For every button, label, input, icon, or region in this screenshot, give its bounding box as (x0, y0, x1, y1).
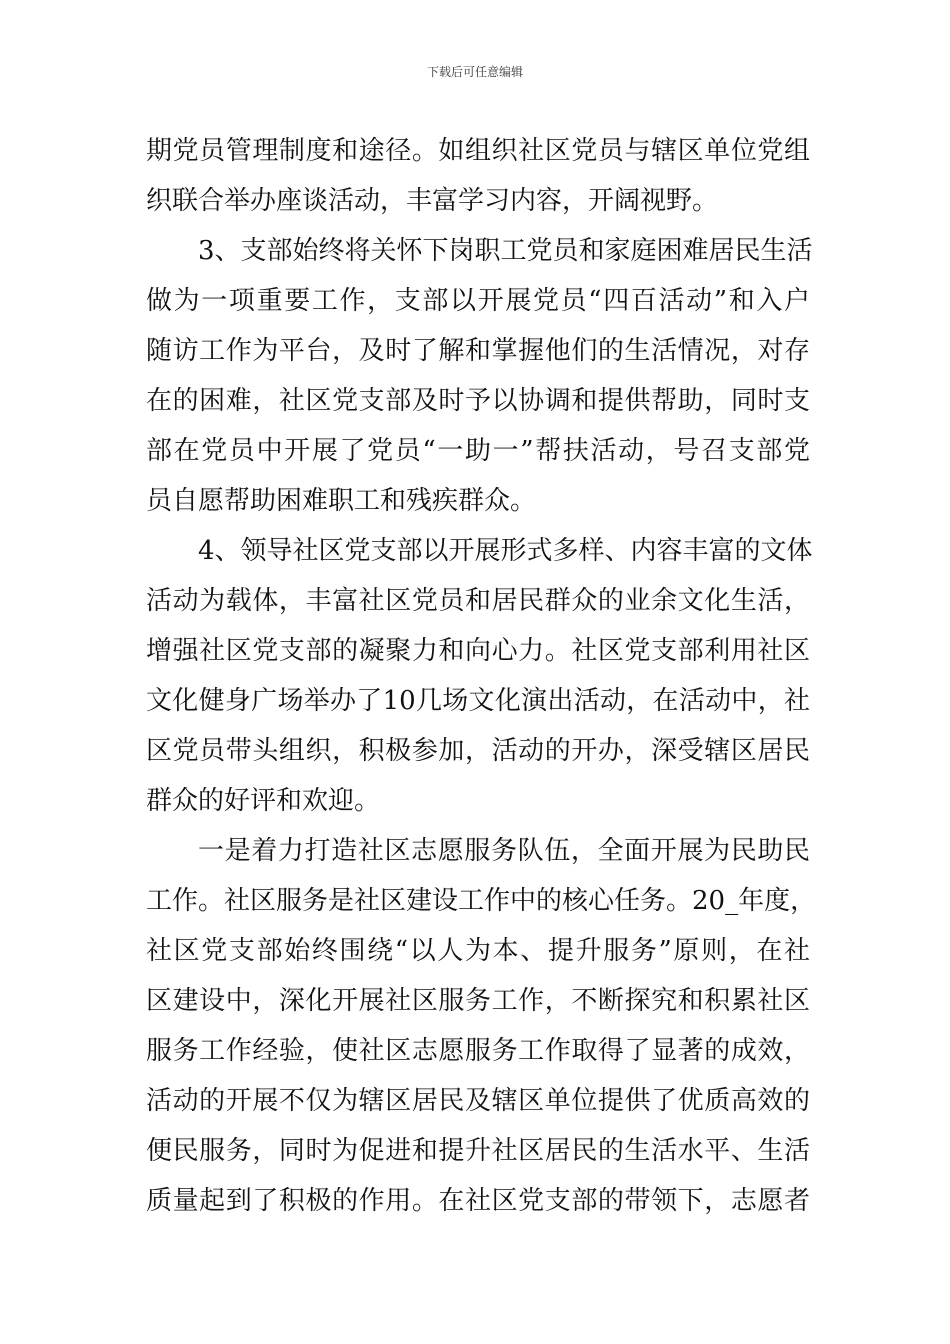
text-line: 4、领导社区党支部以开展形式多样、内容丰富的文体 (198, 536, 813, 566)
document-body (146, 126, 817, 1226)
text-line: 活动的开展不仅为辖区居民及辖区单位提供了优质高效的 (146, 1086, 810, 1116)
text-line: 员自愿帮助困难职工和残疾群众。 (146, 486, 537, 516)
text-line: 工作。社区服务是社区建设工作中的核心任务。20_年度， (146, 886, 817, 916)
page-header: 下载后可任意编辑 (426, 65, 523, 79)
text-line: 活动为载体，丰富社区党员和居民群众的业余文化生活， (146, 586, 810, 616)
text-line: 区建设中，深化开展社区服务工作，不断探究和积累社区 (146, 986, 810, 1016)
text-line: 增强社区党支部的凝聚力和向心力。社区党支部利用社区 (146, 636, 810, 666)
text-line: 区党员带头组织，积极参加，活动的开办，深受辖区居民 (146, 736, 810, 766)
text-line: 服务工作经验，使社区志愿服务工作取得了显著的成效， (146, 1036, 810, 1066)
text-line: 便民服务，同时为促进和提升社区居民的生活水平、生活 (146, 1136, 810, 1166)
text-line: 做为一项重要工作，支部以开展党员“四百活动”和入户 (146, 286, 810, 316)
text-line: 一是着力打造社区志愿服务队伍，全面开展为民助民 (198, 836, 810, 866)
text-line: 群众的好评和欢迎。 (146, 786, 381, 816)
text-line: 织联合举办座谈活动，丰富学习内容，开阔视野。 (146, 186, 719, 216)
text-line: 3、支部始终将关怀下岗职工党员和家庭困难居民生活 (198, 236, 813, 266)
text-line: 质量起到了积极的作用。在社区党支部的带领下，志愿者 (146, 1186, 810, 1216)
text-line: 社区党支部始终围绕“以人为本、提升服务”原则，在社 (146, 936, 810, 966)
text-line: 部在党员中开展了党员“一助一”帮扶活动，号召支部党 (146, 436, 810, 466)
text-line: 期党员管理制度和途径。如组织社区党员与辖区单位党组 (146, 136, 810, 166)
text-line: 在的困难，社区党支部及时予以协调和提供帮助，同时支 (146, 386, 810, 416)
text-line: 随访工作为平台，及时了解和掌握他们的生活情况，对存 (146, 336, 810, 366)
text-line: 文化健身广场举办了10几场文化演出活动，在活动中，社 (146, 686, 810, 716)
